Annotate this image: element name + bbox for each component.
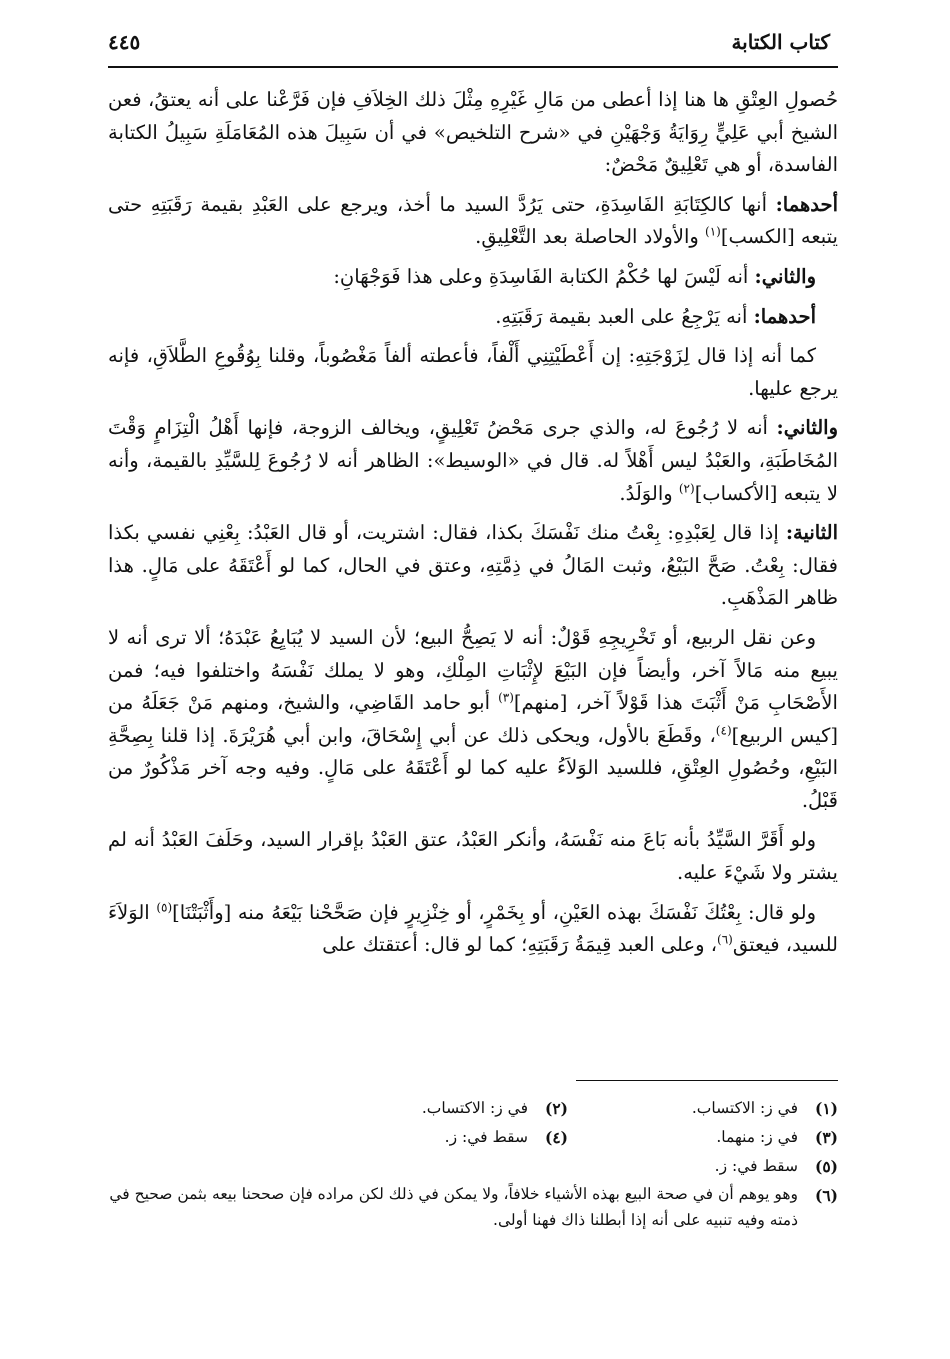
footnotes [108,1094,838,1233]
footnote-row [108,1123,838,1152]
footnote-ref-6: (٦) [717,932,733,947]
paragraph-2: أحدهما: أنها كالكِتَابَةِ الفَاسِدَةِ، حتى يَرُدَّ السيد ما أخذ، ويرجع على العَبْدِ بقيمة رَقَبَتِهِ حتى يتبعه [الكسب]$^{(١)}$ والأولاد الحاصلة بعد التَّعْلِيقِ. [108,192,838,249]
paragraph-5: كما أنه إذا قال لِزَوْجَتِهِ: إن أَعْطَيْتِنِي أَلْفاً، فأعطته ألفاً مَغْصُوباً، وقلنا بِوُقُوعِ الطَّلاَقِ، فإنه يرجع عليها. [108,344,838,400]
footnote-3: (٣) في ز: منهما. [716,1128,838,1147]
footnote-1: (١) في ز: الاكتساب. [691,1099,838,1118]
footnote-ref-1: (١) [705,224,721,239]
paragraph-8: وعن نقل الربيع، أو تَخْرِيجِهِ قَوْلٌ: أنه لا يَصِحُّ البيع؛ لأن السيد لا يُبَايِعُ عَبْدَهُ؛ ألا ترى أنه لا يبيع منه مَالاً آخر، وأيضاً فإن البَيْعَ لإِثْبَاتِ المِلْكِ، وهو لا يملك نَفْسَهُ واختلفوا فيه؛ فمن الأَصْحَابِ مَنْ أَثْبَتَ هذا قَوْلاً آخر، [منهم]$^{(٣)}$ أبو حامد القَاضِي، والشيخ، ومنهم مَنْ جَعَلَهُ من [كيس الربيع]$^{(٤)}$، وقَطَعَ بالأول، ويحكى ذلك عن أبي إِسْحَاقَ، وابن أبي هُرَيْرَةَ. إذا قلنا بِصِحَّةِ البَيْعِ، وحُصُولِ العِتْقِ، فللسيد الوَلاَءُ عليه كما لو أَعْتَقَهُ على مَالٍ. وفيه وجه آخر مَذْكُورٌ من قَبْلُ. [108,625,838,812]
paragraph-label: أحدهما: [775,192,838,216]
footnote-6: (٦) وهو يوهم أن في صحة البيع بهذه الأشياء خلافاً، ولا يمكن في ذلك لكن مراده فإن صححنا بيعه بثمن صحيح في ذمته وفيه تنبيه على أنه إذا أبطلنا ذاك فهنا أولى. [109,1185,838,1229]
page-number: ٤٤٥ [108,30,141,54]
footnote-ref-4: (٤) [715,723,732,738]
page-header [108,22,830,62]
main-text [108,84,838,969]
paragraph-1: حُصولِ العِتْقِ ها هنا إذا أعطى من مَالِ غَيْرِهِ مِثْلَ ذلك الخِلاَفِ فإن فَرَّعْنا على أنه يعتقُ، فعن الشيخ أبي عَلِيٍّ رِوَايَةُ وَجْهَيْنِ في «شرح التلخيص» في أن سَبِيلَ هذه المُعَامَلَةِ سَبِيلُ الكتابة الفاسدة، أو هي تَعْلِيقٌ مَحْضٌ: [108,88,838,177]
paragraph-6: والثاني: أنه لا رُجُوعَ له، والذي جرى مَحْضُ تَعْلِيقٍ، ويخالف الزوجة، فإنها أَهْلُ الْتِزَامٍ وَقْتَ المُخَاطَبَةِ، والعَبْدُ ليس أَهْلاً له. قال في «الوسيط»: الظاهر أنه لا رُجُوعَ لِلسَّيِّدِ بالقيمة، وأنه لا يتبعه [الأكساب]$^{(٢)}$ والوَلَدُ. [108,416,838,505]
paragraph-9: ولو أَقَرَّ السَّيِّدُ بأنه بَاعَ منه نَفْسَهُ، وأنكر العَبْدُ، عتق العَبْدُ بإقرار السيد، وحَلَفَ العَبْدُ أنه لم يشتر ولا شَيْءَ عليه. [108,828,838,885]
footnote-row [108,1152,838,1181]
footnote-4: (٤) سقط في: ز. [444,1128,568,1147]
paragraph-7: الثانية: إذا قال لِعَبْدِهِ: بِعْتُ منك نَفْسَكَ بكذا، فقال: اشتريت، أو قال العَبْدُ: بِعْنِي نفسي بكذا فقال: بِعْتُ. صَحَّ البَيْعُ، وثبت المَالُ في ذِمَّتِهِ، وعتق في الحال، كما لو أَعْتَقَهُ على مَالٍ. هذا ظاهر المَذْهَبِ. [108,521,838,610]
paragraph-4: أحدهما: أنه يَرْجِعُ على العبد بقيمة رَقَبَتِهِ. [495,304,816,328]
footnote-ref-2: (٢) [678,481,695,496]
paragraph-label: والثاني: [776,416,838,440]
footnote-row [108,1094,838,1123]
paragraph-label: أحدهما: [753,304,816,328]
footnote-ref-3: (٣) [498,690,514,705]
paragraph-label: والثاني: [754,264,816,288]
paragraph-10: ولو قال: بِعْتُكَ نَفْسَكَ بهذه العَيْنِ، أو بِخَمْرٍ، أو خِنْزِيرٍ فإن صَحَّحْنا بَيْعَهُ منه [وأَثْبَتْنَا]$^{(٥)}$ الوَلاَءَ للسيد، فيعتق$^{(٦)}$، وعلى العبد قِيمَةُ رَقَبَتِهِ؛ كما لو قال: أعتقتك على [108,900,838,957]
header-rule [108,66,838,68]
footnote-2: (٢) في ز: الاكتساب. [421,1099,568,1118]
footnote-5: (٥) سقط في: ز. [714,1157,838,1176]
running-title: كتاب الكتابة [731,30,830,54]
footnote-ref-5: (٥) [156,900,173,915]
footnote-rule [576,1080,838,1081]
paragraph-label: الثانية: [785,521,838,545]
paragraph-3: والثاني: أنه لَيْسَ لها حُكْمُ الكتابة الفَاسِدَةِ وعلى هذا فَوَجْهَانِ: [333,264,816,288]
